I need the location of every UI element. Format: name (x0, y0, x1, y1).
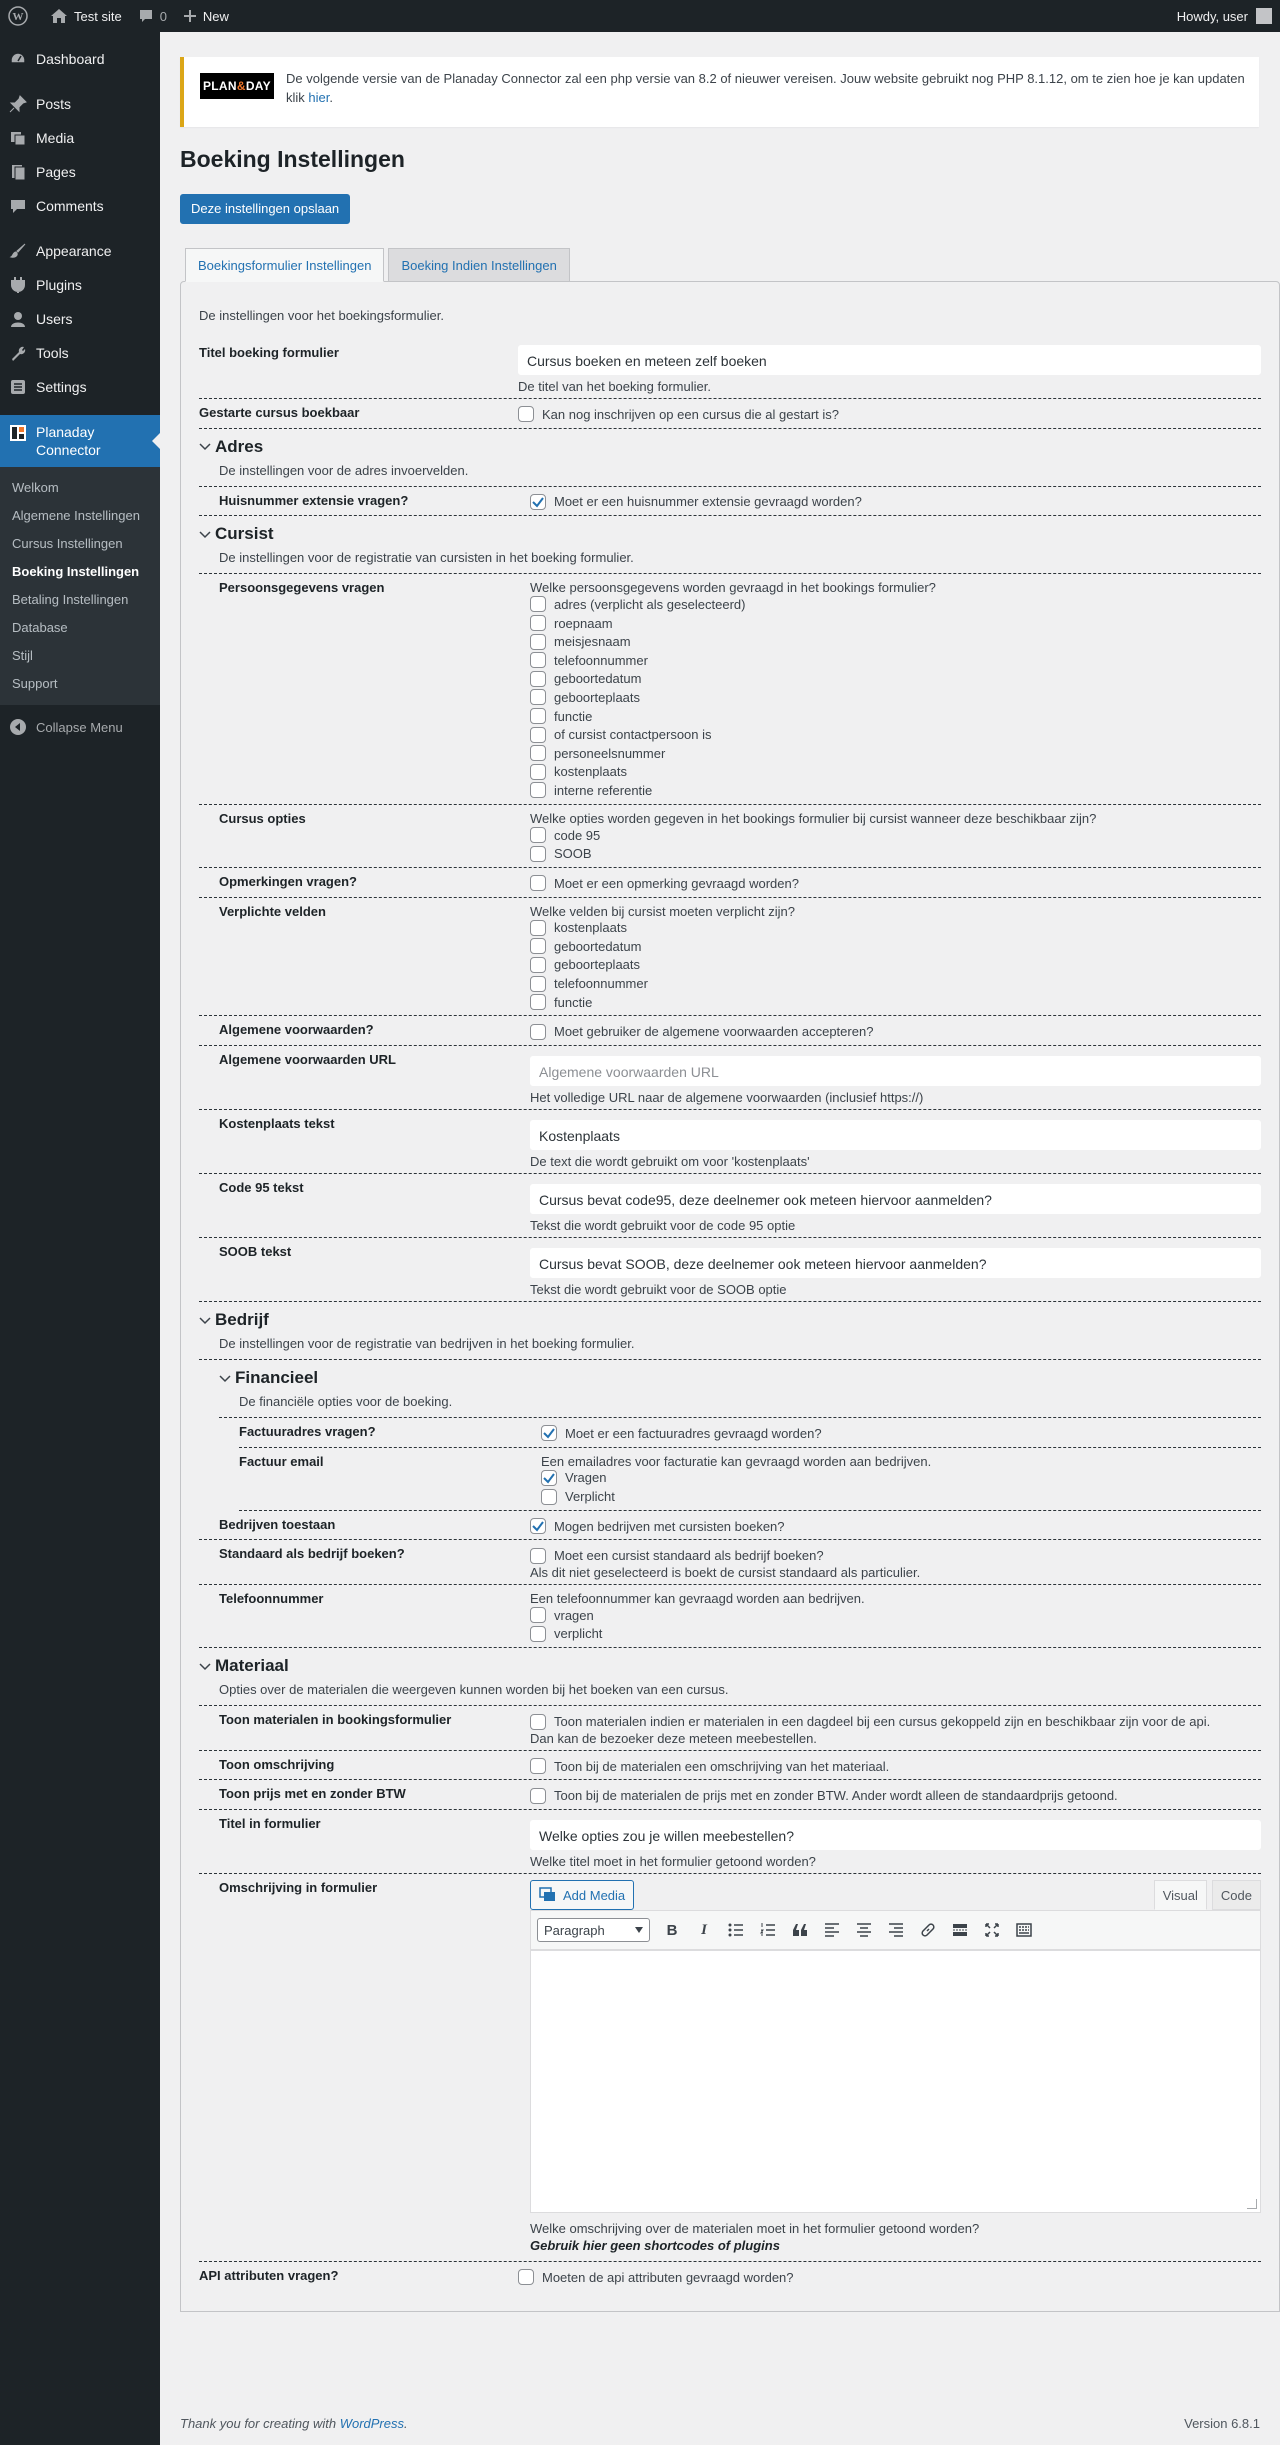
editor-tabs (1149, 1880, 1261, 1910)
fullscreen-icon[interactable] (976, 1915, 1008, 1945)
settings-box (180, 281, 1280, 2312)
field-question: Een emailadres voor facturatie kan gevraagd worden aan bedrijven. (541, 1453, 932, 1469)
section-title: Cursist (215, 524, 274, 544)
api-row (199, 2262, 1261, 2291)
financieel-header[interactable] (219, 1368, 1261, 1388)
field-label: Factuur email (239, 1453, 324, 1469)
standaard-bedrijf-row (199, 1540, 1261, 1585)
field-label: Toon omschrijving (219, 1756, 335, 1772)
factuuradres-checkbox[interactable] (541, 1425, 557, 1441)
checkbox-option (530, 956, 1261, 975)
toon-prijs-checkbox[interactable] (530, 1788, 546, 1804)
user-icon (8, 309, 28, 329)
menu-label: Posts (36, 96, 72, 112)
chevron-down-icon (199, 1313, 213, 1328)
footer-thanks: Thank you for creating with WordPress. (180, 2416, 408, 2431)
titel-input[interactable]: Cursus boeken en meteen zelf boeken (518, 345, 1261, 375)
cursus-optie-checkbox[interactable] (530, 846, 546, 862)
bold-icon[interactable]: B (666, 1921, 678, 1939)
footer-version: Version 6.8.1 (1184, 2416, 1260, 2431)
persoon-checkbox[interactable] (530, 745, 546, 761)
menu-label: Plugins (36, 277, 82, 293)
blockquote-icon[interactable] (784, 1915, 816, 1945)
checkbox-option (530, 688, 1261, 707)
verplicht-checkbox[interactable] (530, 994, 546, 1010)
checkbox-option (530, 632, 1261, 651)
checkbox-label: Vragen (565, 1470, 607, 1486)
menu-posts[interactable] (0, 87, 160, 121)
toon-prijs-row (199, 1780, 1261, 1810)
add-media-button[interactable] (530, 1880, 634, 1910)
checkbox-label: verplicht (554, 1626, 603, 1642)
field-label: Titel in formulier (219, 1816, 321, 1831)
menu-settings[interactable] (0, 370, 160, 404)
field-label: API attributen vragen? (199, 2268, 339, 2283)
pin-icon (8, 94, 28, 114)
toon-omschrijving-row (199, 1751, 1261, 1781)
checkbox-label: Moet een cursist standaard als bedrijf boeken? (554, 1548, 824, 1564)
checkbox-label: functie (554, 994, 593, 1010)
intro-text: De instellingen voor het boekingsformulier. (199, 308, 444, 323)
field-label: Cursus opties (219, 810, 306, 826)
comments-icon (8, 196, 28, 216)
checkbox-label: geboorteplaats (554, 689, 641, 705)
huisnr-checkbox[interactable] (530, 494, 546, 510)
field-label: Telefoonnummer (219, 1591, 324, 1607)
checkbox-option (530, 844, 1261, 863)
submenu-betaling-instellingen[interactable]: Betaling Instellingen (12, 591, 129, 607)
notice-link[interactable]: hier (308, 90, 330, 105)
field-label: Algemene voorwaarden URL (219, 1052, 396, 1068)
field-hint-emphasis: Gebruik hier geen shortcodes of plugins (530, 2238, 780, 2253)
kostenplaats-input[interactable]: Kostenplaats (530, 1120, 1261, 1150)
menu-pages[interactable] (0, 155, 160, 189)
align-right-icon[interactable] (880, 1915, 912, 1945)
checkbox-label: personeelsnummer (554, 745, 666, 761)
adres-header[interactable] (199, 437, 1261, 457)
soob-input[interactable]: Cursus bevat SOOB, deze deelnemer ook meteen hiervoor aanmelden? (530, 1248, 1261, 1278)
persoon-checkbox[interactable] (530, 652, 546, 668)
checkbox-option (530, 826, 1261, 845)
site-name-link[interactable] (42, 0, 130, 32)
telefoon-row (199, 1585, 1261, 1648)
checkbox-option (530, 651, 1261, 670)
field-label: Toon prijs met en zonder BTW (219, 1786, 406, 1802)
section-title: Financieel (235, 1368, 319, 1388)
submenu-stijl[interactable]: Stijl (12, 647, 33, 663)
checkbox-label: code 95 (554, 827, 601, 843)
checkbox-label: vragen (554, 1607, 594, 1623)
av-row (199, 1016, 1261, 1046)
tab-boeking-indien[interactable]: Boeking Indien Instellingen (388, 248, 569, 282)
section-title: Adres (215, 436, 264, 456)
checkbox-option (530, 919, 1261, 938)
field-question: Welke opties worden gegeven in het bookings formulier bij cursist wanneer deze beschikbaar zijn? (530, 810, 1097, 826)
wrench-icon (8, 343, 28, 363)
menu-tools[interactable] (0, 336, 160, 370)
avatar (1256, 8, 1272, 24)
plug-icon (8, 275, 28, 295)
add-media-icon (539, 1887, 557, 1903)
submenu-cursus-instellingen[interactable]: Cursus Instellingen (12, 535, 123, 551)
bullet-list-icon[interactable] (720, 1915, 752, 1945)
wordpress-link[interactable]: WordPress (339, 2416, 404, 2431)
field-hint: Het volledige URL naar de algemene voorwaarden (inclusief https://) (530, 1090, 924, 1106)
factuuradres-row (239, 1418, 1261, 1448)
admin-bar (0, 0, 1280, 32)
wordpress-logo-icon[interactable] (0, 0, 42, 32)
soob-row (199, 1238, 1261, 1302)
section-desc: De instellingen voor de adres invoervelden. (219, 462, 469, 478)
section-title: Materiaal (215, 1656, 289, 1676)
field-hint: Welke titel moet in het formulier getoond worden? (530, 1854, 816, 1869)
femail-verplicht-checkbox[interactable] (541, 1489, 557, 1505)
menu-dashboard[interactable] (0, 42, 160, 76)
cursist-header[interactable] (199, 524, 1261, 544)
checkbox-option (530, 744, 1261, 763)
footer (180, 2416, 1260, 2431)
persoon-row (199, 574, 1261, 805)
planaday-submenu (0, 467, 160, 705)
checkbox-label: kostenplaats (554, 920, 627, 936)
api-checkbox[interactable] (518, 2269, 534, 2285)
checkbox-label: telefoonnummer (554, 976, 648, 992)
field-question: Welke persoonsgegevens worden gevraagd in het bookings formulier? (530, 580, 936, 596)
howdy-text: Howdy, user (1176, 8, 1248, 24)
brush-icon (8, 241, 28, 261)
checkbox-label: SOOB (554, 846, 592, 862)
align-center-icon[interactable] (848, 1915, 880, 1945)
checkbox-option (530, 707, 1261, 726)
bedrijven-toestaan-checkbox[interactable] (530, 1518, 546, 1534)
bedrijf-header[interactable] (199, 1310, 1261, 1330)
persoon-options (530, 595, 1261, 800)
checkbox-option (530, 993, 1261, 1012)
numbered-list-icon[interactable] (752, 1915, 784, 1945)
dashboard-icon (8, 49, 28, 69)
save-settings-button[interactable]: Deze instellingen opslaan (180, 194, 350, 224)
checkbox-label: roepnaam (554, 615, 613, 631)
planaday-icon (8, 423, 28, 443)
field-label: Factuuradres vragen? (239, 1424, 376, 1440)
comment-bubble-icon (138, 8, 154, 24)
adres-section (199, 437, 1261, 487)
field-label: Omschrijving in formulier (219, 1880, 378, 1895)
checkbox-label: Moet gebruiker de algemene voorwaarden accepteren? (554, 1024, 874, 1040)
field-hint: Dan kan de bezoeker deze meteen meebestellen. (530, 1730, 817, 1746)
menu-media[interactable] (0, 121, 160, 155)
format-select-value: Paragraph (544, 1922, 605, 1938)
submenu-welkom[interactable]: Welkom (12, 479, 59, 495)
bedrijven-toestaan-row (199, 1511, 1261, 1541)
menu-users[interactable] (0, 302, 160, 336)
opties-row (199, 805, 1261, 868)
checkbox-label: Moeten de api attributen gevraagd worden? (542, 2269, 794, 2285)
tab-code[interactable]: Code (1212, 1880, 1261, 1910)
menu-plugins[interactable] (0, 268, 160, 302)
av-checkbox[interactable] (530, 1024, 546, 1040)
menu-label: Pages (36, 164, 76, 180)
tel-vragen-checkbox[interactable] (530, 1607, 546, 1623)
checkbox-label: functie (554, 708, 593, 724)
chevron-down-icon (199, 439, 213, 454)
verplicht-checkbox[interactable] (530, 920, 546, 936)
checkbox-label: interne referentie (554, 782, 653, 798)
persoon-checkbox[interactable] (530, 615, 546, 631)
new-label: New (202, 8, 229, 24)
comments-link[interactable] (130, 0, 175, 32)
php-version-notice (180, 57, 1259, 127)
submenu-support[interactable]: Support (12, 675, 58, 691)
code95-input[interactable]: Cursus bevat code95, deze deelnemer ook meteen hiervoor aanmelden? (530, 1184, 1261, 1214)
checkbox-label: geboorteplaats (554, 957, 641, 973)
home-icon (50, 8, 68, 24)
field-question: Welke velden bij cursist moeten verplicht zijn? (530, 903, 795, 919)
submenu-boeking-instellingen[interactable]: Boeking Instellingen (12, 563, 140, 579)
settings-icon (8, 377, 28, 397)
materiaal-header[interactable] (199, 1656, 1261, 1676)
site-name: Test site (74, 8, 122, 24)
persoon-checkbox[interactable] (530, 727, 546, 743)
resize-handle-icon[interactable] (1247, 2199, 1257, 2209)
cursist-section (199, 524, 1261, 574)
field-label: Kostenplaats tekst (219, 1116, 335, 1132)
avurl-row (199, 1046, 1261, 1110)
persoon-checkbox[interactable] (530, 634, 546, 650)
tab-boekingsformulier[interactable]: Boekingsformulier Instellingen (185, 248, 384, 282)
menu-label: Dashboard (36, 51, 105, 67)
checkbox-label: of cursist contactpersoon is (554, 727, 712, 743)
menu-label: Users (36, 311, 73, 327)
submenu-algemene-instellingen[interactable]: Algemene Instellingen (12, 507, 140, 523)
titel-row (199, 345, 1261, 399)
gestarte-checkbox[interactable] (518, 406, 534, 422)
toon-materialen-checkbox[interactable] (530, 1714, 546, 1730)
cursus-optie-checkbox[interactable] (530, 827, 546, 843)
standaard-bedrijf-checkbox[interactable] (530, 1548, 546, 1564)
settings-panel (180, 245, 1280, 2312)
kostenplaats-row (199, 1110, 1261, 1174)
field-label: Toon materialen in bookingsformulier (219, 1712, 452, 1728)
admin-menu (0, 32, 160, 2445)
main-content (180, 32, 1260, 2312)
materiaal-section (199, 1656, 1261, 1706)
opmerkingen-row (199, 868, 1261, 898)
menu-label: Comments (36, 198, 104, 214)
field-label: Bedrijven toestaan (219, 1516, 336, 1532)
checkbox-label: Kan nog inschrijven op een cursus die al gestart is? (542, 406, 840, 422)
checkbox-option (530, 670, 1261, 689)
checkbox-option (530, 974, 1261, 993)
field-label: Titel boeking formulier (199, 345, 339, 360)
persoon-checkbox[interactable] (530, 782, 546, 798)
format-select[interactable] (537, 1918, 650, 1942)
toolbar-toggle-icon[interactable] (1008, 1915, 1040, 1945)
link-icon[interactable] (912, 1915, 944, 1945)
checkbox-label: geboortedatum (554, 671, 642, 687)
persoon-checkbox[interactable] (530, 596, 546, 612)
verplicht-row (199, 898, 1261, 1017)
section-title: Bedrijf (215, 1310, 269, 1330)
media-icon (8, 128, 28, 148)
persoon-checkbox[interactable] (530, 708, 546, 724)
checkbox-option (530, 937, 1261, 956)
checkbox-label: Toon materialen indien er materialen in een dagdeel bij een cursus gekoppeld zijn en beschikbaar zijn voor de api. (554, 1714, 1211, 1730)
field-hint: De titel van het boeking formulier. (518, 379, 711, 394)
checkbox-label: geboortedatum (554, 938, 642, 954)
checkbox-option (530, 614, 1261, 633)
tel-verplicht-checkbox[interactable] (530, 1626, 546, 1642)
collapse-label: Collapse Menu (36, 719, 123, 735)
menu-label: Planaday Connector (36, 424, 101, 458)
factuuremail-row (239, 1448, 1261, 1511)
menu-label: Settings (36, 379, 87, 395)
pages-icon (8, 162, 28, 182)
opmerkingen-checkbox[interactable] (530, 875, 546, 891)
menu-appearance[interactable] (0, 234, 160, 268)
checkbox-label: Toon bij de materialen een omschrijving van het materiaal. (554, 1758, 890, 1774)
svg-text:W: W (12, 11, 24, 23)
checkbox-option (530, 595, 1261, 614)
omschrijving-formulier-row (199, 1874, 1261, 2262)
gestarte-row (199, 399, 1261, 429)
section-desc: Opties over de materialen die weergeven kunnen worden bij het boeken van een cursus. (219, 1682, 729, 1698)
field-label: Huisnummer extensie vragen? (219, 492, 409, 508)
field-hint: De text die wordt gebruikt om voor 'kostenplaats' (530, 1154, 810, 1170)
verplicht-options (530, 919, 1261, 1012)
checkbox-label: kostenplaats (554, 764, 627, 780)
editor-textarea[interactable] (530, 1950, 1261, 2213)
code95-row (199, 1174, 1261, 1238)
persoon-checkbox[interactable] (530, 689, 546, 705)
financieel-section (219, 1368, 1261, 1418)
titel-formulier-row (199, 1810, 1261, 1874)
huisnr-row (199, 487, 1261, 517)
collapse-menu-button[interactable] (0, 709, 160, 745)
field-label: Gestarte cursus boekbaar (199, 405, 360, 420)
chevron-down-icon (635, 1927, 643, 1933)
align-left-icon[interactable] (816, 1915, 848, 1945)
verplicht-checkbox[interactable] (530, 938, 546, 954)
checkbox-label: telefoonnummer (554, 652, 648, 668)
editor-toolbar (530, 1910, 1261, 1950)
checkbox-label: Moet er een opmerking gevraagd worden? (554, 875, 799, 891)
chevron-down-icon (219, 1371, 233, 1386)
comments-count: 0 (159, 8, 167, 24)
titel-formulier-input[interactable]: Welke opties zou je willen meebestellen? (530, 1820, 1261, 1850)
add-media-label: Add Media (563, 1887, 626, 1903)
collapse-arrow-icon (10, 719, 26, 735)
checkbox-option (530, 781, 1261, 800)
read-more-icon[interactable] (944, 1915, 976, 1945)
my-account[interactable] (1177, 8, 1280, 24)
field-question: Een telefoonnummer kan gevraagd worden aan bedrijven. (530, 1591, 865, 1607)
notice-text: De volgende versie van de Planaday Connector zal een php versie van 8.2 of nieuwer vereisen. Jouw website gebruikt nog PHP 8.1.12, om te zien hoe je kan updaten klik hier. (286, 71, 1245, 105)
plus-icon (183, 9, 197, 23)
menu-planaday-connector[interactable] (0, 415, 160, 467)
persoon-checkbox[interactable] (530, 764, 546, 780)
checkbox-label: meisjesnaam (554, 634, 631, 650)
persoon-checkbox[interactable] (530, 671, 546, 687)
menu-comments[interactable] (0, 189, 160, 223)
submenu-database[interactable]: Database (12, 619, 68, 635)
bedrijf-section (199, 1310, 1261, 1360)
toon-materialen-row (199, 1706, 1261, 1751)
field-label: Code 95 tekst (219, 1180, 304, 1196)
page-title: Boeking Instellingen (180, 146, 405, 172)
checkbox-label: adres (verplicht als geselecteerd) (554, 596, 746, 612)
checkbox-label: Toon bij de materialen de prijs met en zonder BTW. Ander wordt alleen de standaardprijs getoond. (554, 1788, 1118, 1804)
checkbox-label: Verplicht (565, 1489, 615, 1505)
field-hint: Tekst die wordt gebruikt voor de code 95 optie (530, 1218, 796, 1234)
checkbox-label: Mogen bedrijven met cursisten boeken? (554, 1518, 785, 1534)
opties-options (530, 826, 1261, 863)
menu-label: Media (36, 130, 75, 146)
field-label: Opmerkingen vragen? (219, 873, 357, 889)
field-hint: Als dit niet geselecteerd is boekt de cursist standaard als particulier. (530, 1565, 921, 1581)
new-content-link[interactable] (175, 0, 237, 32)
field-label: Standaard als bedrijf boeken? (219, 1546, 405, 1562)
chevron-down-icon (199, 527, 213, 542)
italic-icon[interactable]: I (701, 1921, 707, 1938)
field-hint: Tekst die wordt gebruikt voor de SOOB optie (530, 1282, 787, 1298)
verplicht-checkbox[interactable] (530, 976, 546, 992)
field-label: Algemene voorwaarden? (219, 1022, 374, 1038)
field-hint: Welke omschrijving over de materialen moet in het formulier getoond worden? (530, 2221, 980, 2236)
chevron-down-icon (199, 1659, 213, 1674)
settings-tabs (180, 245, 1280, 282)
field-label: Persoonsgegevens vragen (219, 580, 385, 596)
avurl-input[interactable]: Algemene voorwaarden URL (530, 1056, 1261, 1086)
checkbox-label: Moet er een huisnummer extensie gevraagd worden? (554, 494, 862, 510)
section-desc: De financiële opties voor de boeking. (239, 1394, 453, 1410)
tab-visual[interactable]: Visual (1154, 1880, 1207, 1910)
checkbox-option (530, 763, 1261, 782)
toon-omschrijving-checkbox[interactable] (530, 1758, 546, 1774)
section-desc: De instellingen voor de registratie van bedrijven in het boeking formulier. (219, 1336, 635, 1352)
field-label: SOOB tekst (219, 1244, 292, 1260)
verplicht-checkbox[interactable] (530, 957, 546, 973)
editor-top (530, 1880, 1261, 1910)
field-label: Verplichte velden (219, 903, 326, 919)
checkbox-option (530, 725, 1261, 744)
menu-label: Tools (36, 345, 69, 361)
planaday-logo: PLAN & DAY (200, 73, 274, 99)
femail-vragen-checkbox[interactable] (541, 1470, 557, 1486)
section-desc: De instellingen voor de registratie van cursisten in het boeking formulier. (219, 550, 634, 566)
checkbox-label: Moet er een factuuradres gevraagd worden? (565, 1425, 822, 1441)
menu-label: Appearance (36, 243, 112, 259)
